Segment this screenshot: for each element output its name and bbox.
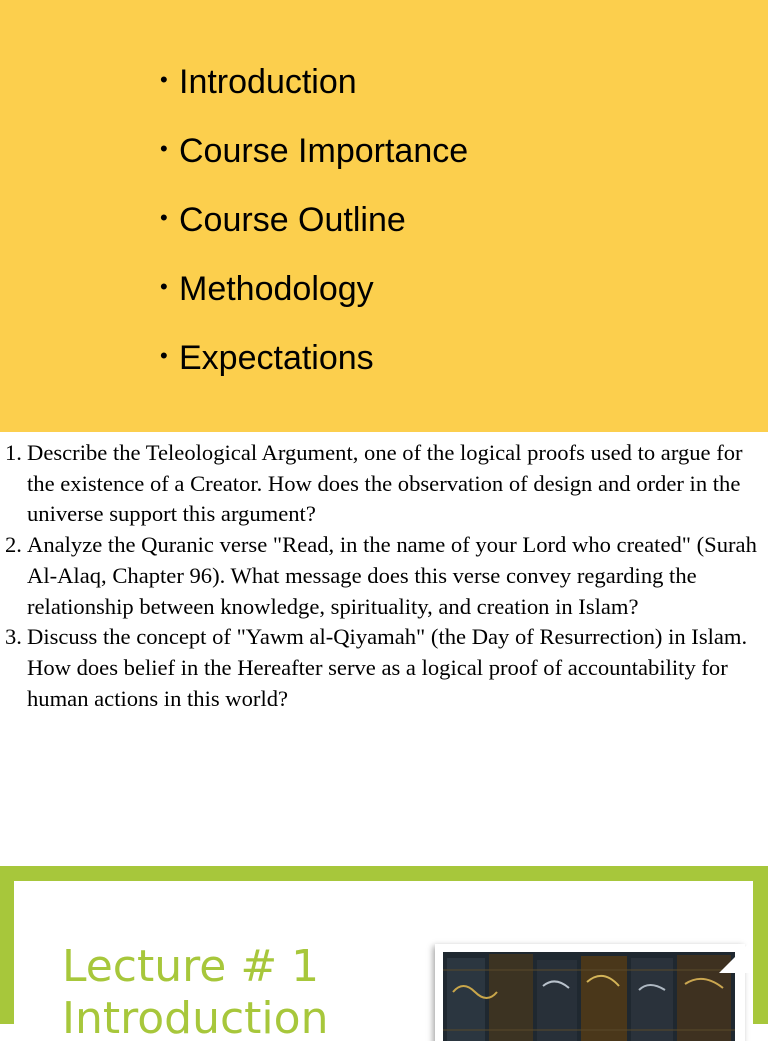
- slide-title-line: Lecture # 1: [62, 941, 320, 992]
- agenda-item: [160, 267, 468, 336]
- agenda-item-label: Course Importance: [179, 132, 469, 170]
- question-text: Discuss the concept of "Yawm al-Qiyamah" (the Day of Resurrection) in Islam. How does belief in the Hereafter serve as a logical proof of accountability for human actions in this world?: [27, 624, 748, 711]
- bullet-icon: •: [160, 343, 168, 368]
- slide-title: [62, 941, 328, 1041]
- agenda-item: [160, 336, 468, 405]
- books-photo-frame: [435, 944, 745, 1041]
- slide-panel: [14, 881, 753, 1041]
- agenda-item: [160, 60, 468, 129]
- question-number: 2.: [5, 532, 22, 558]
- question-text: Analyze the Quranic verse "Read, in the name of your Lord who created" (Surah Al-Alaq, Chapter 96). What message does this verse convey regarding the relationship between knowledge, spirituality, and creation in Islam?: [27, 532, 757, 619]
- question-list: [5, 438, 765, 714]
- question-number: 1.: [5, 440, 22, 465]
- agenda-list: [160, 60, 468, 405]
- question-item: [5, 530, 765, 622]
- bullet-icon: •: [160, 274, 168, 299]
- question-number: 3.: [5, 624, 22, 650]
- question-item: [5, 622, 765, 714]
- question-item: [5, 438, 765, 530]
- bullet-icon: •: [160, 205, 168, 230]
- bullet-icon: •: [160, 136, 168, 161]
- agenda-item-label: Introduction: [179, 63, 357, 101]
- agenda-item-label: Expectations: [179, 339, 374, 377]
- agenda-item-label: Methodology: [179, 270, 374, 308]
- agenda-slide: [0, 0, 768, 432]
- agenda-item: [160, 198, 468, 267]
- agenda-item: [160, 129, 468, 198]
- agenda-item-label: Course Outline: [179, 201, 406, 239]
- books-photo: [443, 952, 735, 1041]
- bullet-icon: •: [160, 67, 168, 92]
- slide-title-line: Introduction: [62, 993, 329, 1041]
- lecture-title-slide: [0, 866, 768, 1041]
- questions-section: [0, 432, 768, 868]
- question-text: Describe the Teleological Argument, one of the logical proofs used to argue for the existence of a Creator. How does the observation of design and order in the universe support this argument?: [27, 440, 743, 527]
- page-curl-corner: [719, 929, 753, 973]
- books-illustration: [443, 952, 735, 1041]
